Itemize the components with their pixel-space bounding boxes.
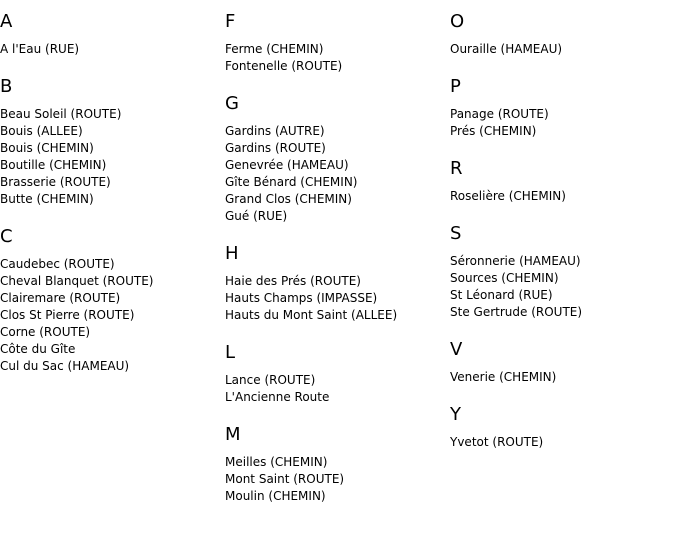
street-link[interactable]: Yvetot (ROUTE) [450,435,544,449]
street-link[interactable]: Brasserie (ROUTE) [0,175,111,189]
street-link[interactable]: Sources (CHEMIN) [450,271,559,285]
letter-group [450,11,670,58]
street-link[interactable]: Mont Saint (ROUTE) [225,472,345,486]
letter-group [450,158,670,205]
street-link[interactable]: Ouraille (HAMEAU) [450,42,563,56]
street-link[interactable]: Cheval Blanquet (ROUTE) [0,274,154,288]
section-letter: M [225,424,241,445]
index-column-1 [0,0,220,393]
street-link[interactable]: Beau Soleil (ROUTE) [0,107,122,121]
street-link[interactable]: Boutille (CHEMIN) [0,158,107,172]
street-link[interactable]: Gardins (ROUTE) [225,141,326,155]
street-link[interactable]: Gîte Bénard (CHEMIN) [225,175,358,189]
section-letter: S [450,223,462,244]
street-link[interactable]: Caudebec (ROUTE) [0,257,115,271]
street-link[interactable]: Lance (ROUTE) [225,373,316,387]
street-link[interactable]: Cul du Sac (HAMEAU) [0,359,130,373]
street-link[interactable]: Bouis (ALLEE) [0,124,83,138]
street-link[interactable]: Hauts Champs (IMPASSE) [225,291,378,305]
section-letter: B [0,76,13,97]
section-letter: C [0,226,13,247]
section-letter: O [450,11,465,32]
street-link[interactable]: Genevrée (HAMEAU) [225,158,349,172]
letter-group [0,226,220,375]
section-letter: F [225,11,236,32]
street-link[interactable]: Corne (ROUTE) [0,325,91,339]
street-link[interactable]: St Léonard (RUE) [450,288,553,302]
letter-group [0,76,220,208]
street-link[interactable]: Gardins (AUTRE) [225,124,325,138]
letter-group [450,404,670,451]
section-letter: V [450,339,463,360]
letter-group [450,339,670,386]
letter-group [450,223,670,321]
section-letter: A [0,11,13,32]
street-link[interactable]: Hauts du Mont Saint (ALLEE) [225,308,398,322]
index-column-3 [450,0,670,469]
street-link[interactable]: Meilles (CHEMIN) [225,455,328,469]
letter-group [225,11,445,75]
street-link[interactable]: L'Ancienne Route [225,390,330,404]
street-link[interactable]: Venerie (CHEMIN) [450,370,557,384]
street-link[interactable]: Roselière (CHEMIN) [450,189,566,203]
letter-group [0,11,220,58]
street-link[interactable]: Côte du Gîte [0,342,76,356]
street-link[interactable]: Gué (RUE) [225,209,288,223]
section-letter: Y [450,404,461,425]
street-link[interactable]: Séronnerie (HAMEAU) [450,254,581,268]
street-link[interactable]: Butte (CHEMIN) [0,192,94,206]
street-link[interactable]: A l'Eau (RUE) [0,42,80,56]
street-link[interactable]: Bouis (CHEMIN) [0,141,94,155]
street-link[interactable]: Haie des Prés (ROUTE) [225,274,361,288]
section-letter: R [450,158,463,179]
index-column-2 [225,0,445,523]
letter-group [225,243,445,324]
street-link[interactable]: Clairemare (ROUTE) [0,291,121,305]
letter-group [450,76,670,140]
street-link[interactable]: Grand Clos (CHEMIN) [225,192,352,206]
letter-group [225,424,445,505]
letter-group [225,93,445,225]
street-link[interactable]: Prés (CHEMIN) [450,124,537,138]
section-letter: H [225,243,239,264]
street-link[interactable]: Ste Gertrude (ROUTE) [450,305,583,319]
section-letter: G [225,93,239,114]
section-letter: P [450,76,461,97]
section-letter: L [225,342,236,363]
street-link[interactable]: Fontenelle (ROUTE) [225,59,343,73]
street-link[interactable]: Panage (ROUTE) [450,107,549,121]
street-link[interactable]: Clos St Pierre (ROUTE) [0,308,135,322]
street-link[interactable]: Moulin (CHEMIN) [225,489,326,503]
letter-group [225,342,445,406]
street-link[interactable]: Ferme (CHEMIN) [225,42,324,56]
